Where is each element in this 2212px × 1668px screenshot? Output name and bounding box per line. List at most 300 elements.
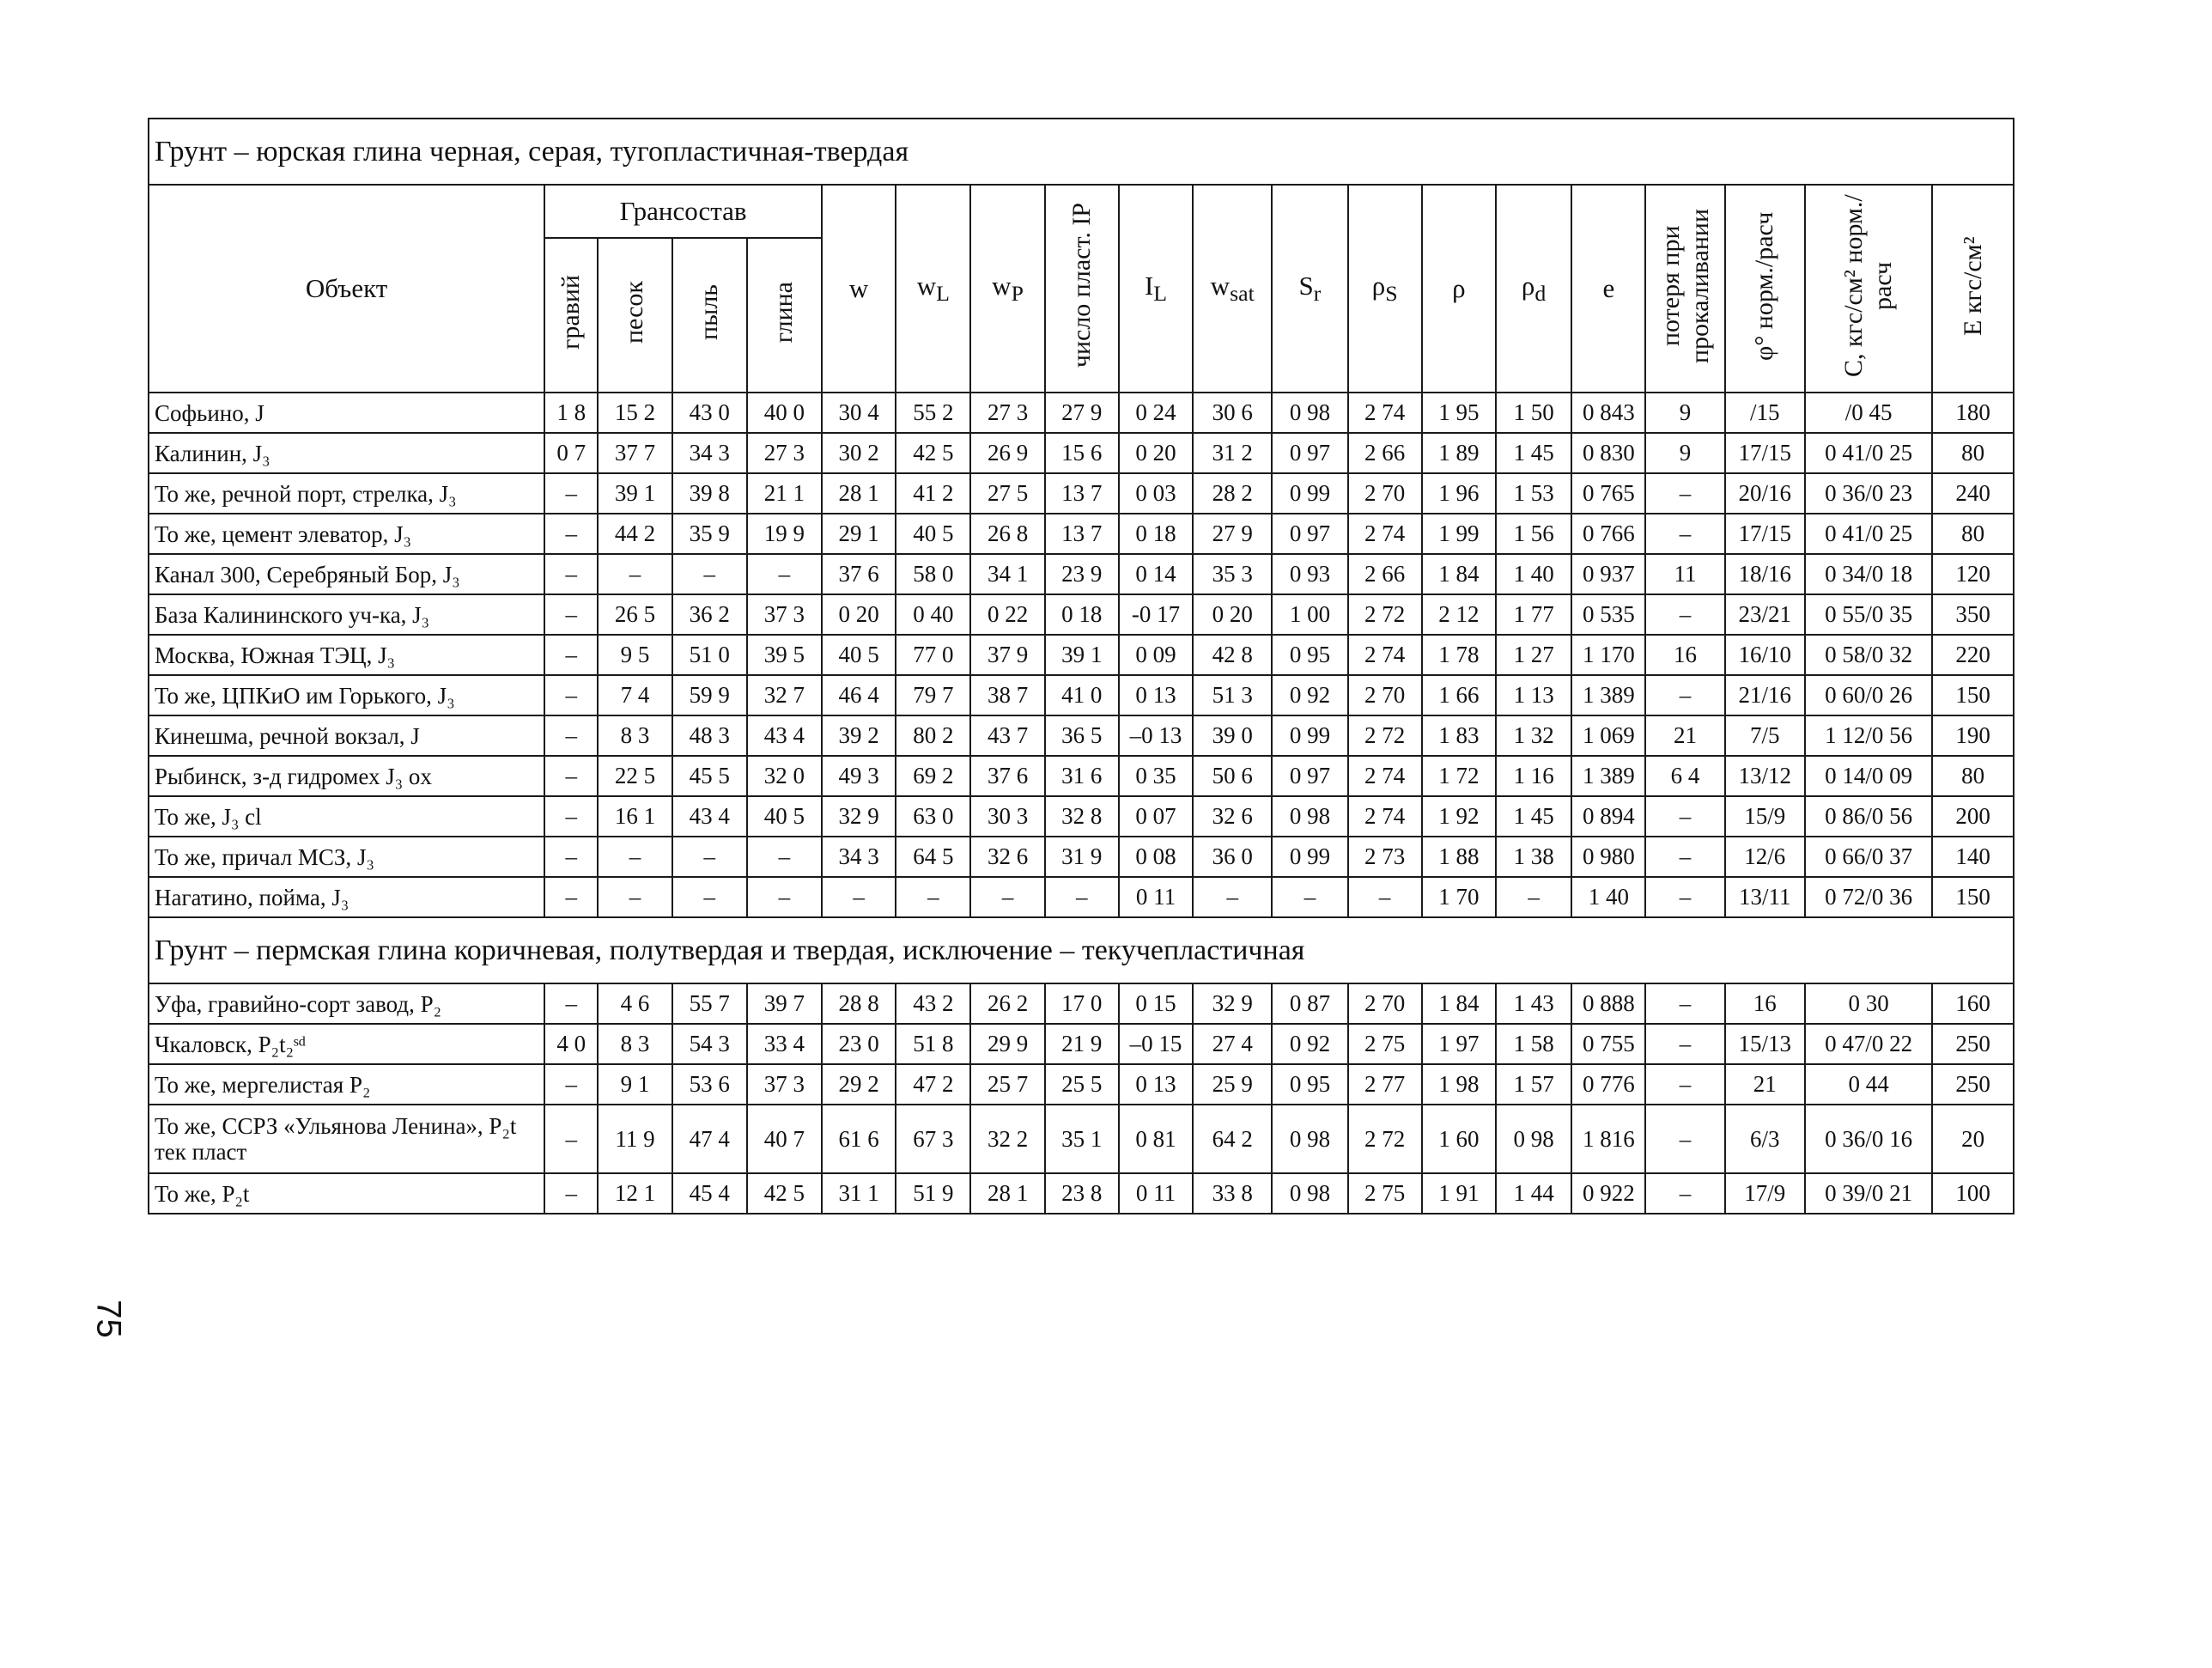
value-cell: 0 99 (1272, 715, 1347, 756)
value-cell: – (544, 756, 598, 796)
value-cell: 19 9 (747, 514, 822, 554)
value-cell: 33 4 (747, 1024, 822, 1064)
value-cell: 13 7 (1045, 514, 1119, 554)
value-cell: – (822, 877, 896, 917)
value-cell: – (672, 554, 747, 594)
value-cell: 2 74 (1348, 393, 1422, 433)
table-row (149, 877, 2014, 917)
value-cell: /15 (1725, 393, 1805, 433)
header-wsat: $w_{sat}$ (1193, 185, 1272, 393)
value-cell: 37 7 (598, 433, 672, 473)
value-cell: – (544, 635, 598, 675)
value-cell: 12/6 (1725, 837, 1805, 877)
value-cell: 1 13 (1496, 675, 1571, 715)
value-cell: 16 (1725, 983, 1805, 1024)
value-cell: 32 6 (970, 837, 1044, 877)
value-cell: 0 24 (1119, 393, 1193, 433)
value-cell: 150 (1932, 675, 2014, 715)
object-cell: Рыбинск, з-д гидромех J₃ ox (149, 756, 544, 796)
value-cell: 1 60 (1422, 1105, 1496, 1173)
value-cell: 0 14/0 09 (1805, 756, 1932, 796)
value-cell: 44 2 (598, 514, 672, 554)
table-row (149, 756, 2014, 796)
value-cell: 27 4 (1193, 1024, 1272, 1064)
value-cell: 0 776 (1571, 1064, 1645, 1105)
value-cell: 39 1 (1045, 635, 1119, 675)
header-e: e (1571, 185, 1645, 393)
value-cell: 39 2 (822, 715, 896, 756)
value-cell: 1 84 (1422, 983, 1496, 1024)
value-cell: 47 4 (672, 1105, 747, 1173)
value-cell: 42 5 (896, 433, 970, 473)
table-row (149, 1173, 2014, 1214)
value-cell: 0 766 (1571, 514, 1645, 554)
value-cell: – (896, 877, 970, 917)
value-cell: 1 97 (1422, 1024, 1496, 1064)
value-cell: 13/11 (1725, 877, 1805, 917)
object-cell: То же, P₂t (149, 1173, 544, 1214)
value-cell: 0 843 (1571, 393, 1645, 433)
value-cell: 1 72 (1422, 756, 1496, 796)
value-cell: 1 16 (1496, 756, 1571, 796)
page-number: 75 (89, 1300, 128, 1338)
value-cell: 0 18 (1119, 514, 1193, 554)
section-title-jurassic: Грунт – юрская глина черная, серая, тугопластичная-твердая (149, 119, 2014, 185)
value-cell: 0 41/0 25 (1805, 433, 1932, 473)
value-cell: 4 6 (598, 983, 672, 1024)
value-cell: 21/16 (1725, 675, 1805, 715)
value-cell: 30 6 (1193, 393, 1272, 433)
header-w: w (822, 185, 896, 393)
object-cell: База Калининского уч-ка, J₃ (149, 594, 544, 635)
value-cell: 1 92 (1422, 796, 1496, 837)
value-cell: 26 5 (598, 594, 672, 635)
value-cell: 27 9 (1193, 514, 1272, 554)
value-cell: 1 38 (1496, 837, 1571, 877)
value-cell: 0 81 (1119, 1105, 1193, 1173)
value-cell: 0 86/0 56 (1805, 796, 1932, 837)
value-cell: 27 3 (970, 393, 1044, 433)
value-cell: 0 922 (1571, 1173, 1645, 1214)
value-cell: 80 (1932, 514, 2014, 554)
value-cell: 8 3 (598, 1024, 672, 1064)
value-cell: 2 73 (1348, 837, 1422, 877)
value-cell: – (544, 473, 598, 514)
value-cell: 11 (1645, 554, 1724, 594)
value-cell: 16 (1645, 635, 1724, 675)
value-cell: 32 0 (747, 756, 822, 796)
value-cell: 41 0 (1045, 675, 1119, 715)
value-cell: – (544, 554, 598, 594)
value-cell: 29 1 (822, 514, 896, 554)
value-cell: 0 07 (1119, 796, 1193, 837)
value-cell: 0 20 (1193, 594, 1272, 635)
value-cell: 0 14 (1119, 554, 1193, 594)
value-cell: – (544, 594, 598, 635)
value-cell: 0 980 (1571, 837, 1645, 877)
object-cell: Чкаловск, P₂t₂ˢᵈ (149, 1024, 544, 1064)
value-cell: 0 765 (1571, 473, 1645, 514)
value-cell: – (1645, 473, 1724, 514)
value-cell: 9 1 (598, 1064, 672, 1105)
value-cell: 37 6 (822, 554, 896, 594)
value-cell: 28 8 (822, 983, 896, 1024)
value-cell: 0 95 (1272, 1064, 1347, 1105)
value-cell: 0 97 (1272, 756, 1347, 796)
value-cell: 2 75 (1348, 1173, 1422, 1214)
value-cell: 0 99 (1272, 473, 1347, 514)
table-row (149, 837, 2014, 877)
value-cell: 39 8 (672, 473, 747, 514)
value-cell: 0 39/0 21 (1805, 1173, 1932, 1214)
value-cell: 100 (1932, 1173, 2014, 1214)
value-cell: 64 5 (896, 837, 970, 877)
value-cell: 2 70 (1348, 983, 1422, 1024)
header-plasticity-index: число пласт. IP (1045, 185, 1119, 393)
value-cell: 0 47/0 22 (1805, 1024, 1932, 1064)
value-cell: 20/16 (1725, 473, 1805, 514)
object-cell: То же, цемент элеватор, J₃ (149, 514, 544, 554)
value-cell: 1 91 (1422, 1173, 1496, 1214)
value-cell: 1 95 (1422, 393, 1496, 433)
header-sand: песок (598, 238, 672, 393)
table-row (149, 675, 2014, 715)
value-cell: 7 4 (598, 675, 672, 715)
value-cell: 59 9 (672, 675, 747, 715)
value-cell: 49 3 (822, 756, 896, 796)
value-cell: 1 66 (1422, 675, 1496, 715)
value-cell: 26 2 (970, 983, 1044, 1024)
value-cell: 32 9 (1193, 983, 1272, 1024)
value-cell: –0 13 (1119, 715, 1193, 756)
value-cell: 13/12 (1725, 756, 1805, 796)
value-cell: – (747, 877, 822, 917)
value-cell: 48 3 (672, 715, 747, 756)
value-cell: 1 170 (1571, 635, 1645, 675)
value-cell: 39 0 (1193, 715, 1272, 756)
value-cell: 41 2 (896, 473, 970, 514)
value-cell: 2 72 (1348, 715, 1422, 756)
value-cell: 45 4 (672, 1173, 747, 1214)
value-cell: 80 2 (896, 715, 970, 756)
value-cell: – (544, 1105, 598, 1173)
header-sr: $S_r$ (1272, 185, 1347, 393)
section-title-permian: Грунт – пермская глина коричневая, полутвердая и твердая, исключение – текучепластичная (149, 917, 2014, 983)
value-cell: 0 20 (1119, 433, 1193, 473)
object-cell: То же, ССРЗ «Ульянова Ленина», P₂t тек пласт (149, 1105, 544, 1173)
header-phi: φ° норм./расч (1725, 185, 1805, 393)
value-cell: 0 34/0 18 (1805, 554, 1932, 594)
value-cell: 150 (1932, 877, 2014, 917)
value-cell: 1 27 (1496, 635, 1571, 675)
value-cell: – (598, 837, 672, 877)
value-cell: 2 12 (1422, 594, 1496, 635)
object-cell: Кинешма, речной вокзал, J (149, 715, 544, 756)
object-cell: То же, мергелистая P₂ (149, 1064, 544, 1105)
value-cell: 2 66 (1348, 554, 1422, 594)
value-cell: 63 0 (896, 796, 970, 837)
value-cell: 1 389 (1571, 675, 1645, 715)
value-cell: 0 7 (544, 433, 598, 473)
value-cell: 23 0 (822, 1024, 896, 1064)
value-cell: 34 3 (672, 433, 747, 473)
value-cell: 1 50 (1496, 393, 1571, 433)
value-cell: 2 66 (1348, 433, 1422, 473)
value-cell: 42 8 (1193, 635, 1272, 675)
value-cell: – (544, 715, 598, 756)
value-cell: 31 2 (1193, 433, 1272, 473)
value-cell: 32 2 (970, 1105, 1044, 1173)
header-rho-d: $\rho_d$ (1496, 185, 1571, 393)
value-cell: 51 9 (896, 1173, 970, 1214)
value-cell: 0 98 (1272, 393, 1347, 433)
value-cell: 26 9 (970, 433, 1044, 473)
value-cell: 27 9 (1045, 393, 1119, 433)
value-cell: 27 3 (747, 433, 822, 473)
value-cell: 15/13 (1725, 1024, 1805, 1064)
value-cell: – (1645, 1173, 1724, 1214)
object-cell: То же, речной порт, стрелка, J₃ (149, 473, 544, 514)
table-row (149, 393, 2014, 433)
value-cell: 1 32 (1496, 715, 1571, 756)
value-cell: 0 13 (1119, 1064, 1193, 1105)
value-cell: 25 5 (1045, 1064, 1119, 1105)
value-cell: 17 0 (1045, 983, 1119, 1024)
value-cell: – (544, 514, 598, 554)
table-row (149, 554, 2014, 594)
value-cell: /0 45 (1805, 393, 1932, 433)
value-cell: 2 70 (1348, 473, 1422, 514)
value-cell: 2 75 (1348, 1024, 1422, 1064)
value-cell: 9 (1645, 393, 1724, 433)
value-cell: – (1645, 594, 1724, 635)
header-granulometry: Грансостав (544, 185, 822, 238)
value-cell: 26 8 (970, 514, 1044, 554)
table-row (149, 715, 2014, 756)
value-cell: 0 98 (1496, 1105, 1571, 1173)
header-wp: $w_P$ (970, 185, 1044, 393)
value-cell: 32 6 (1193, 796, 1272, 837)
value-cell: 1 45 (1496, 433, 1571, 473)
value-cell: 51 0 (672, 635, 747, 675)
value-cell: – (1645, 796, 1724, 837)
object-cell: Нагатино, пойма, J₃ (149, 877, 544, 917)
object-cell: Софьино, J (149, 393, 544, 433)
value-cell: 0 20 (822, 594, 896, 635)
value-cell: 200 (1932, 796, 2014, 837)
value-cell: 2 74 (1348, 514, 1422, 554)
value-cell: 1 40 (1571, 877, 1645, 917)
value-cell: 29 2 (822, 1064, 896, 1105)
value-cell: – (544, 983, 598, 1024)
value-cell: 1 8 (544, 393, 598, 433)
value-cell: 29 9 (970, 1024, 1044, 1064)
object-cell: То же, причал МСЗ, J₃ (149, 837, 544, 877)
value-cell: 79 7 (896, 675, 970, 715)
value-cell: 21 9 (1045, 1024, 1119, 1064)
value-cell: 37 3 (747, 1064, 822, 1105)
value-cell: 17/15 (1725, 514, 1805, 554)
value-cell: 160 (1932, 983, 2014, 1024)
value-cell: 1 77 (1496, 594, 1571, 635)
value-cell: 43 4 (672, 796, 747, 837)
value-cell: 0 41/0 25 (1805, 514, 1932, 554)
value-cell: 40 0 (747, 393, 822, 433)
value-cell: 1 58 (1496, 1024, 1571, 1064)
value-cell: 35 1 (1045, 1105, 1119, 1173)
value-cell: 0 98 (1272, 1105, 1347, 1173)
value-cell: 0 60/0 26 (1805, 675, 1932, 715)
value-cell: 1 89 (1422, 433, 1496, 473)
value-cell: 250 (1932, 1024, 2014, 1064)
value-cell: 0 92 (1272, 675, 1347, 715)
value-cell: 1 98 (1422, 1064, 1496, 1105)
value-cell: 33 8 (1193, 1173, 1272, 1214)
object-cell: То же, J₃ cl (149, 796, 544, 837)
header-rho-s: $\rho_S$ (1348, 185, 1422, 393)
value-cell: 47 2 (896, 1064, 970, 1105)
value-cell: 30 4 (822, 393, 896, 433)
value-cell: 1 44 (1496, 1173, 1571, 1214)
table-row (149, 983, 2014, 1024)
value-cell: 13 7 (1045, 473, 1119, 514)
object-cell: Уфа, гравийно-сорт завод, P₂ (149, 983, 544, 1024)
value-cell: 30 2 (822, 433, 896, 473)
value-cell: 1 40 (1496, 554, 1571, 594)
value-cell: 17/9 (1725, 1173, 1805, 1214)
value-cell: 18/16 (1725, 554, 1805, 594)
value-cell: 15 2 (598, 393, 672, 433)
value-cell: 0 87 (1272, 983, 1347, 1024)
value-cell: 69 2 (896, 756, 970, 796)
value-cell: 0 830 (1571, 433, 1645, 473)
value-cell: – (1496, 877, 1571, 917)
value-cell: 64 2 (1193, 1105, 1272, 1173)
value-cell: 0 40 (896, 594, 970, 635)
table-row (149, 796, 2014, 837)
value-cell: 31 1 (822, 1173, 896, 1214)
value-cell: – (1645, 514, 1724, 554)
value-cell: – (544, 837, 598, 877)
value-cell: 28 1 (970, 1173, 1044, 1214)
value-cell: – (747, 837, 822, 877)
value-cell: – (1645, 837, 1724, 877)
value-cell: –0 15 (1119, 1024, 1193, 1064)
value-cell: 40 7 (747, 1105, 822, 1173)
object-cell: Канал 300, Серебряный Бор, J₃ (149, 554, 544, 594)
value-cell: 51 3 (1193, 675, 1272, 715)
value-cell: – (1193, 877, 1272, 917)
value-cell: 0 08 (1119, 837, 1193, 877)
value-cell: 58 0 (896, 554, 970, 594)
value-cell: 43 2 (896, 983, 970, 1024)
value-cell: 6 4 (1645, 756, 1724, 796)
value-cell: – (1045, 877, 1119, 917)
value-cell: 15 6 (1045, 433, 1119, 473)
value-cell: – (544, 675, 598, 715)
value-cell: – (1348, 877, 1422, 917)
value-cell: 43 7 (970, 715, 1044, 756)
table-row (149, 514, 2014, 554)
value-cell: 0 93 (1272, 554, 1347, 594)
soil-properties-sheet (148, 118, 2014, 1214)
value-cell: 0 92 (1272, 1024, 1347, 1064)
value-cell: -0 17 (1119, 594, 1193, 635)
header-gravel: гравий (544, 238, 598, 393)
value-cell: 9 (1645, 433, 1724, 473)
value-cell: 43 0 (672, 393, 747, 433)
value-cell: 0 11 (1119, 877, 1193, 917)
value-cell: 1 45 (1496, 796, 1571, 837)
value-cell: 36 2 (672, 594, 747, 635)
value-cell: – (544, 1064, 598, 1105)
value-cell: 1 43 (1496, 983, 1571, 1024)
value-cell: 240 (1932, 473, 2014, 514)
value-cell: – (544, 1173, 598, 1214)
value-cell: – (544, 877, 598, 917)
value-cell: 39 7 (747, 983, 822, 1024)
value-cell: 0 755 (1571, 1024, 1645, 1064)
value-cell: 67 3 (896, 1105, 970, 1173)
value-cell: 190 (1932, 715, 2014, 756)
value-cell: 2 74 (1348, 635, 1422, 675)
value-cell: – (1272, 877, 1347, 917)
value-cell: 28 2 (1193, 473, 1272, 514)
value-cell: 80 (1932, 756, 2014, 796)
value-cell: 0 15 (1119, 983, 1193, 1024)
value-cell: 53 6 (672, 1064, 747, 1105)
value-cell: – (672, 837, 747, 877)
value-cell: 50 6 (1193, 756, 1272, 796)
value-cell: 43 4 (747, 715, 822, 756)
header-silt: пыль (672, 238, 747, 393)
value-cell: 36 5 (1045, 715, 1119, 756)
value-cell: 0 894 (1571, 796, 1645, 837)
value-cell: 36 0 (1193, 837, 1272, 877)
value-cell: 25 7 (970, 1064, 1044, 1105)
value-cell: 40 5 (896, 514, 970, 554)
value-cell: 23/21 (1725, 594, 1805, 635)
value-cell: 31 6 (1045, 756, 1119, 796)
value-cell: 40 5 (747, 796, 822, 837)
header-rho: ρ (1422, 185, 1496, 393)
header-ignition-loss: потеря при прокаливании (1645, 185, 1724, 393)
value-cell: 15/9 (1725, 796, 1805, 837)
value-cell: 0 98 (1272, 796, 1347, 837)
header-il: $I_L$ (1119, 185, 1193, 393)
value-cell: 20 (1932, 1105, 2014, 1173)
value-cell: 42 5 (747, 1173, 822, 1214)
value-cell: 0 72/0 36 (1805, 877, 1932, 917)
value-cell: 7/5 (1725, 715, 1805, 756)
value-cell: 16 1 (598, 796, 672, 837)
header-object: Объект (149, 185, 544, 393)
value-cell: 34 1 (970, 554, 1044, 594)
value-cell: – (1645, 983, 1724, 1024)
value-cell: – (1645, 675, 1724, 715)
value-cell: – (1645, 1064, 1724, 1105)
value-cell: 0 97 (1272, 514, 1347, 554)
value-cell: 1 88 (1422, 837, 1496, 877)
value-cell: 1 57 (1496, 1064, 1571, 1105)
table-row (149, 1105, 2014, 1173)
value-cell: – (672, 877, 747, 917)
value-cell: 2 72 (1348, 594, 1422, 635)
value-cell: – (1645, 1105, 1724, 1173)
value-cell: 21 1 (747, 473, 822, 514)
value-cell: 1 99 (1422, 514, 1496, 554)
value-cell: 37 9 (970, 635, 1044, 675)
